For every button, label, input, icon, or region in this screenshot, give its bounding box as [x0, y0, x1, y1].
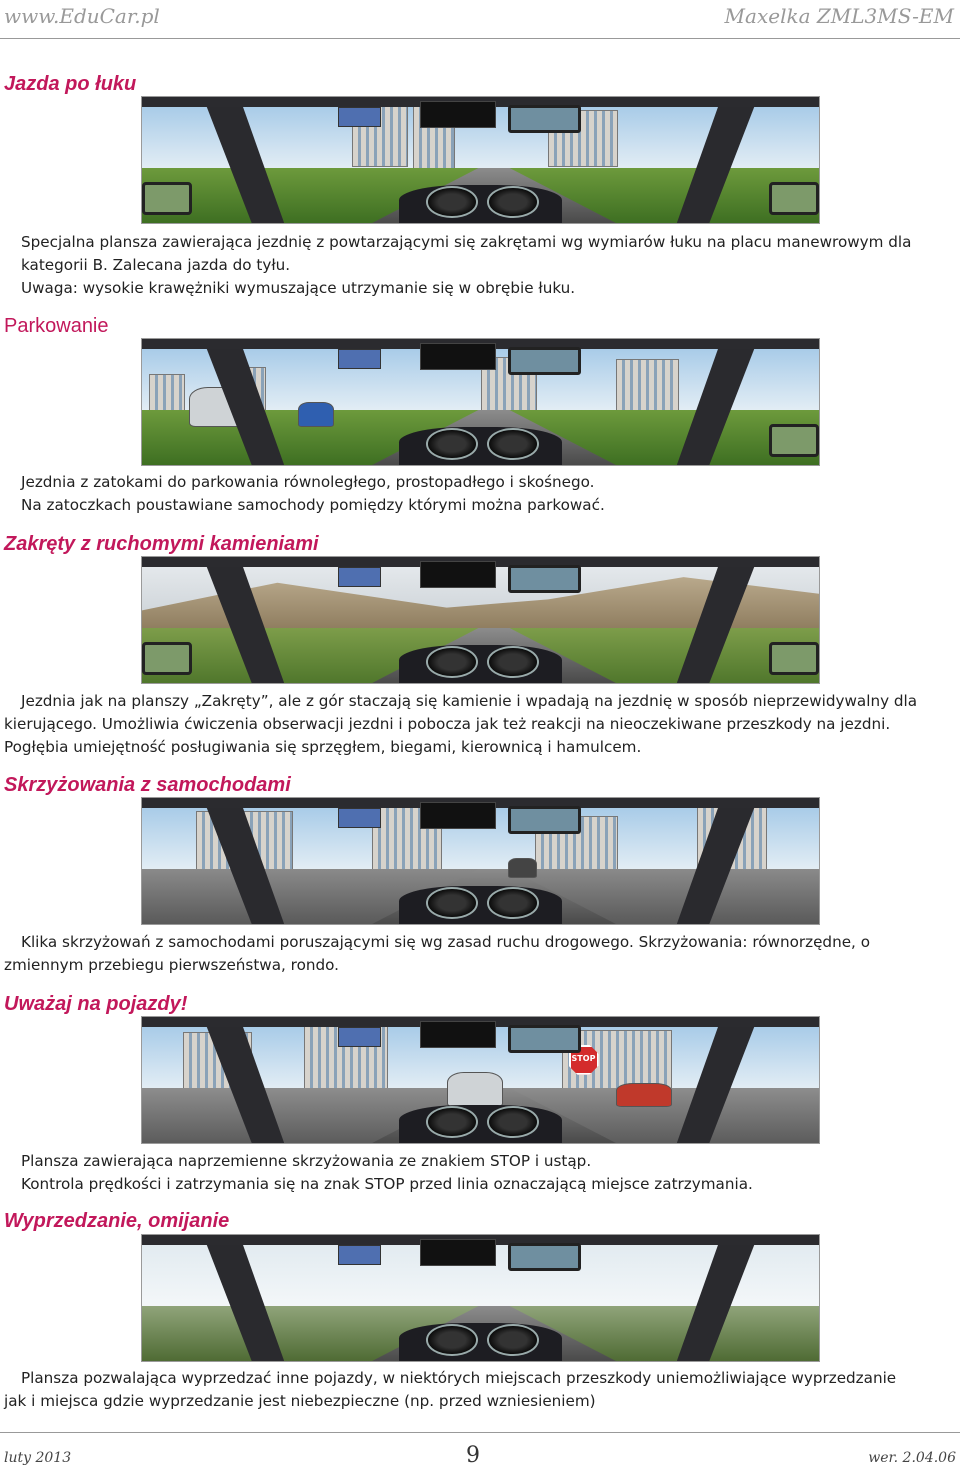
screenshot-overtaking [141, 1234, 820, 1362]
section-title-parking: Parkowanie [4, 315, 109, 337]
section-text-curves-rocks: Jezdnia jak na planszy „Zakręty”, ale z gór staczają się kamienie i wpadają na jezdnię w sposób nieprzewidywalny dla kierującego. Umożliwia ćwiczenia obserwacji jezdni i pobocza jak też reakcji na nieoczekiwane przeszkody na jezdni. Pogłębia umiejętność posługiwania się sprzęgłem, biegami, kierownicą i hamulcem. [4, 692, 918, 756]
footer-version: wer. 2.04.06 [868, 1450, 956, 1466]
section-text-arc-driving: Specjalna plansza zawierająca jezdnię z powtarzającymi się zakrętami wg wymiarów łuku na placu manewrowym dla kategorii B. Zalecana jazda do tyłu. Uwaga: wysokie krawężniki wymuszające utrzymanie się w obrębie łuku. [21, 233, 912, 297]
screenshot-arc-driving [141, 96, 820, 224]
footer-date: luty 2013 [4, 1450, 72, 1466]
section-text-intersections: Klika skrzyżowań z samochodami poruszającymi się wg zasad ruchu drogowego. Skrzyżowania: równorzędne, o zmiennym przebiegu pierwszeństwa, rondo. [4, 933, 870, 974]
page-header [0, 0, 960, 39]
section-title-overtaking: Wyprzedzanie, omijanie [4, 1210, 230, 1232]
page-footer [0, 1432, 960, 1474]
site-url: www.EduCar.pl [4, 4, 160, 28]
section-text-overtaking: Plansza pozwalająca wyprzedzać inne pojazdy, w niektórych miejscach przeszkody uniemożliwiające wyprzedzanie jak i miejsca gdzie wyprzedzanie jest niebezpieczne (np. przed wzniesieniem) [4, 1369, 897, 1410]
section-title-arc-driving: Jazda po łuku [4, 73, 137, 95]
section-title-intersections: Skrzyżowania z samochodami [4, 774, 291, 796]
page-number: 9 [466, 1443, 480, 1468]
section-text-parking: Jezdnia z zatokami do parkowania równoległego, prostopadłego i skośnego. Na zatoczkach poustawiane samochody pomiędzy którymi można parkować. [21, 473, 605, 514]
section-title-watch-vehicles: Uważaj na pojazdy! [4, 993, 188, 1015]
section-text-watch-vehicles: Plansza zawierająca naprzemienne skrzyżowania ze znakiem STOP i ustąp. Kontrola prędkości i zatrzymania się na znak STOP przed linia oznaczającą miejsce zatrzymania. [21, 1152, 753, 1193]
product-name: Maxelka ZML3MS-EM [724, 4, 954, 28]
screenshot-intersections [141, 797, 820, 925]
screenshot-parking [141, 338, 820, 466]
screenshot-watch-vehicles [141, 1016, 820, 1144]
screenshot-curves-rocks [141, 556, 820, 684]
section-title-curves-rocks: Zakręty z ruchomymi kamieniami [4, 533, 319, 555]
